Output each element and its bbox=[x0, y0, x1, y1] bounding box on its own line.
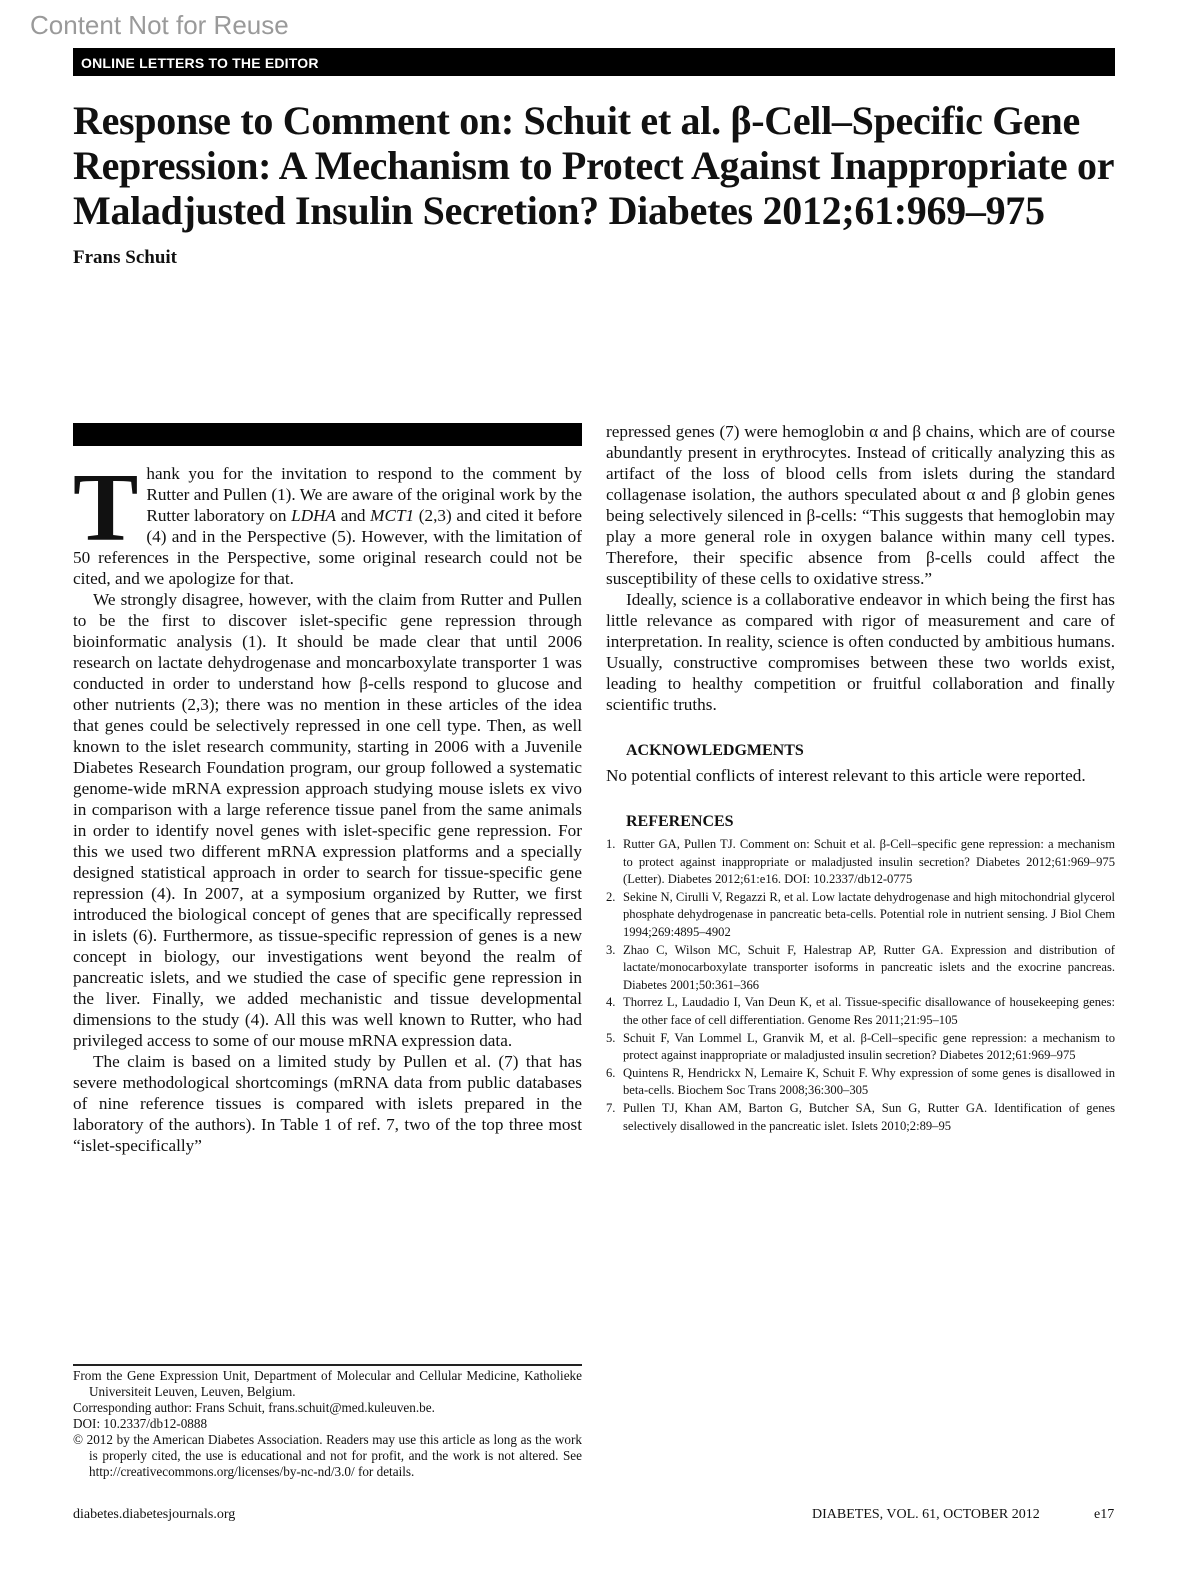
text: and bbox=[336, 506, 371, 525]
acknowledgments-text: No potential conflicts of interest relevant to this article were reported. bbox=[606, 766, 1086, 785]
reference-number: 1. bbox=[606, 837, 616, 851]
reference-number: 3. bbox=[606, 942, 616, 957]
gene-name: MCT1 bbox=[370, 506, 415, 525]
reference-text: Quintens R, Hendrickx N, Lemaire K, Schuit F. Why expression of some genes is disallowed in beta-cells. Biochem Soc Trans 2008;36:300–305 bbox=[623, 1065, 1115, 1098]
reference-item bbox=[606, 889, 1115, 942]
text: hank you for the invitation to respond to the comment by Rutter and Pullen (1). We are aware of the original work by the Rutter laboratory on bbox=[146, 464, 582, 525]
reference-item bbox=[606, 1100, 1115, 1135]
reference-item bbox=[606, 942, 1115, 995]
paragraph-3: The claim is based on a limited study by Pullen et al. (7) that has severe methodological shortcomings (mRNA data from public databases of nine reference tissues is compared with islets prepared in the laboratory of the authors). In Table 1 of ref. 7, two of the top three most “islet-specifically” bbox=[73, 1052, 582, 1155]
footer-website: diabetes.diabetesjournals.org bbox=[73, 1507, 236, 1522]
page-footer bbox=[73, 1506, 1115, 1530]
author: Frans Schuit bbox=[73, 247, 177, 268]
column-divider-bar bbox=[73, 423, 582, 446]
footer-page: e17 bbox=[1094, 1507, 1115, 1522]
paragraph-2: We strongly disagree, however, with the claim from Rutter and Pullen to be the first to discover islet-specific gene repression through bioinformatic analysis (1). It should be made clear that until 2006 research on lactate dehydrogenase and moncarboxylate transporter 1 was conducted in order to understand how β-cells respond to glucose and other nutrients (2,3); there was no mention in these articles of the idea that genes could be selectively repressed in one cell type. Then, as well known to the islet research community, starting in 2006 with a Juvenile Diabetes Research Foundation program, our group followed a systematic genome-wide mRNA expression approach studying mouse islets ex vivo in comparison with a large reference tissue panel from the same animals in order to identify novel genes with islet-specific gene repression. For this we used two different mRNA expression platforms and a specially designed statistical approach in order to search for tissue-specific gene repression (4). In 2007, at a symposium organized by Rutter, we first introduced the biological concept of genes that are specifically repressed in islets (6). Furthermore, as tissue-specific repression of genes is a new concept in biology, our investigations went beyond the realm of pancreatic islets, and we studied the case of specific gene repression in the liver. Finally, we added mechanistic and tissue developmental dimensions to the study (4). All this was well known to Rutter, who had privileged access to some of our mouse mRNA expression data. bbox=[73, 590, 582, 1050]
paragraph-1 bbox=[73, 454, 582, 589]
reference-number: 5. bbox=[606, 1030, 616, 1045]
text: (2,3) and cited it before (4) and in the Perspective (5). However, with the limitation of 50 references in the Perspective, some original research could not be cited, and we apologize for that. bbox=[73, 506, 582, 588]
paragraph-4: Ideally, science is a collaborative endeavor in which being the first has little relevance as compared with rigor of measurement and care of interpretation. In reality, science is often conducted by ambitious humans. Usually, constructive compromises between these two worlds exist, leading to healthy competition or fruitful collaboration and finally scientific truths. bbox=[606, 590, 1115, 714]
article-header bbox=[73, 0, 1115, 423]
reference-text: Zhao C, Wilson MC, Schuit F, Halestrap AP, Rutter GA. Expression and distribution of lactate/monocarboxylate transporter isoforms in pancreatic islets and the exocrine pancreas. Diabetes 2001;50:361–366 bbox=[623, 942, 1115, 992]
reference-number: 4. bbox=[606, 995, 616, 1010]
reference-number: 2. bbox=[606, 889, 616, 904]
article-columns bbox=[73, 423, 1115, 1480]
copyright: © 2012 by the American Diabetes Association. Readers may use this article as long as the work is properly cited, the use is educational and not for profit, and the work is not altered. See http://creativecommons.org/licenses/by-nc-nd/3.0/ for details. bbox=[73, 1432, 582, 1479]
reference-text: Schuit F, Van Lommel L, Granvik M, et al. β-Cell–specific gene repression: a mechanism to protect against inappropriate or maladjusted insulin secretion? Diabetes 2012;61:969–975 bbox=[623, 1030, 1115, 1063]
article-title: Response to Comment on: Schuit et al. β-Cell–Specific Gene Repression: A Mechanism to Protect Against Inappropriate or Maladjusted Insulin Secretion? Diabetes 2012;61:969–975 bbox=[73, 98, 1114, 233]
drop-cap: T bbox=[73, 454, 139, 562]
reference-text: Rutter GA, Pullen TJ. Comment on: Schuit et al. β-Cell–specific gene repression: a mechanism to protect against inappropriate or maladjusted insulin secretion? Diabetes 2012;61:969–975 (Letter). Diabetes 2012;61:e16. DOI: 10.2337/db12-0775 bbox=[623, 837, 1115, 887]
watermark: Content Not for Reuse bbox=[30, 10, 289, 40]
reference-number: 6. bbox=[606, 1065, 616, 1080]
acknowledgments-heading: ACKNOWLEDGMENTS bbox=[626, 742, 804, 759]
reference-text: Thorrez L, Laudadio I, Van Deun K, et al. Tissue-specific disallowance of housekeeping genes: the other face of cell differentiation. Genome Res 2011;21:95–105 bbox=[623, 995, 1115, 1027]
reference-item bbox=[606, 1065, 1115, 1100]
footer-journal: DIABETES, VOL. 61, OCTOBER 2012 bbox=[812, 1507, 1040, 1522]
left-column-text bbox=[73, 454, 582, 1358]
reference-list bbox=[606, 836, 1115, 1135]
reference-number: 7. bbox=[606, 1100, 616, 1115]
footnote-rule bbox=[73, 1364, 582, 1366]
doi: DOI: 10.2337/db12-0888 bbox=[73, 1416, 208, 1431]
corresponding-author: Corresponding author: Frans Schuit, frans.schuit@med.kuleuven.be. bbox=[73, 1400, 435, 1415]
footnotes bbox=[73, 1368, 582, 1480]
reference-text: Pullen TJ, Khan AM, Barton G, Butcher SA, Sun G, Rutter GA. Identification of genes selectively disallowed in the pancreatic islet. Islets 2010;2:89–95 bbox=[623, 1100, 1115, 1133]
reference-text: Sekine N, Cirulli V, Regazzi R, et al. Low lactate dehydrogenase and high mitochondrial glycerol phosphate dehydrogenase in pancreatic beta-cells. Potential role in nutrient sensing. J Biol Chem 1994;269:4895–4902 bbox=[623, 889, 1115, 939]
paragraph-3-continued: repressed genes (7) were hemoglobin α and β chains, which are of course abundantly present in erythrocytes. Instead of critically analyzing this as artifact of the loss of blood cells from islets during the standard collagenase isolation, the authors speculated about α and β globin genes being selectively silenced in β-cells: “This suggests that hemoglobin may play a more general role in oxygen balance within many cell types. Therefore, their specific absence from β-cells could affect the susceptibility of these cells to oxidative stress.” bbox=[606, 422, 1115, 588]
gene-name: LDHA bbox=[291, 506, 337, 525]
references-heading: REFERENCES bbox=[626, 813, 734, 830]
section-header-bar bbox=[73, 48, 1115, 76]
reference-item bbox=[606, 836, 1115, 889]
reference-item bbox=[606, 994, 1115, 1029]
affiliation: From the Gene Expression Unit, Department of Molecular and Cellular Medicine, Katholieke Universiteit Leuven, Leuven, Belgium. bbox=[73, 1368, 582, 1399]
section-label: ONLINE LETTERS TO THE EDITOR bbox=[81, 55, 319, 71]
left-column bbox=[73, 423, 582, 1480]
reference-item bbox=[606, 1030, 1115, 1065]
right-column bbox=[606, 421, 1115, 1135]
